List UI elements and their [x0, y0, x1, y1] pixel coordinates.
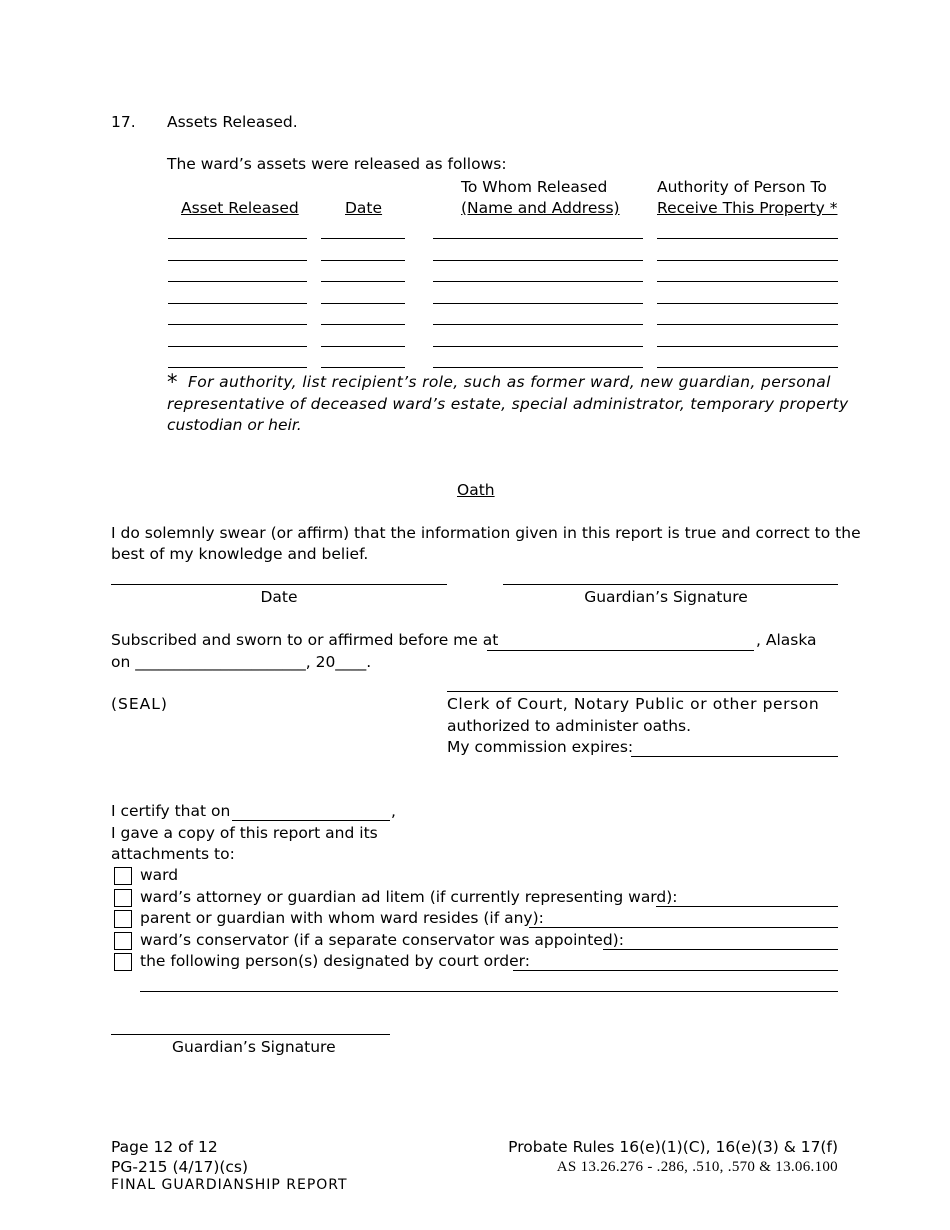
- section-title: Assets Released.: [167, 113, 298, 131]
- asset-row-2-asset-field[interactable]: [168, 260, 307, 261]
- asset-row-2-to-whom-field[interactable]: [433, 260, 643, 261]
- option-attorney-label: ward’s attorney or guardian ad litem (if currently representing ward):: [140, 888, 678, 906]
- asset-row-7-authority-field[interactable]: [657, 367, 838, 368]
- oath-signature-label: Guardian’s Signature: [584, 588, 748, 606]
- asset-row-4-authority-field[interactable]: [657, 303, 838, 304]
- conservator-name-field[interactable]: [603, 949, 838, 950]
- option-parent-label: parent or guardian with whom ward resides (if any):: [140, 909, 544, 927]
- asset-row-2-authority-field[interactable]: [657, 260, 838, 261]
- asset-row-5-date-field[interactable]: [321, 324, 405, 325]
- certify-line-2: I gave a copy of this report and its: [111, 824, 378, 842]
- column-header-asset: Asset Released: [181, 199, 299, 217]
- column-header-to-whom-line1: To Whom Released: [461, 178, 608, 196]
- clerk-label-line-1: Clerk of Court, Notary Public or other person: [447, 695, 820, 713]
- clerk-label-line-2: authorized to administer oaths.: [447, 717, 692, 735]
- asset-row-3-authority-field[interactable]: [657, 281, 838, 282]
- asset-row-5-asset-field[interactable]: [168, 324, 307, 325]
- footnote-star: *: [167, 370, 178, 394]
- asset-row-1-authority-field[interactable]: [657, 238, 838, 239]
- oath-signature-field[interactable]: [503, 584, 838, 585]
- asset-row-6-asset-field[interactable]: [168, 346, 307, 347]
- footer-form-number: PG-215 (4/17)(cs): [111, 1158, 249, 1176]
- asset-row-4-date-field[interactable]: [321, 303, 405, 304]
- asset-row-1-date-field[interactable]: [321, 238, 405, 239]
- asset-row-3-to-whom-field[interactable]: [433, 281, 643, 282]
- checkbox-attorney[interactable]: [114, 889, 132, 907]
- footer-page-number: Page 12 of 12: [111, 1138, 218, 1156]
- asset-row-6-date-field[interactable]: [321, 346, 405, 347]
- alaska-text: , Alaska: [756, 631, 817, 649]
- oath-text-line-1: I do solemnly swear (or affirm) that the information given in this report is true and correct to the: [111, 524, 861, 542]
- checkbox-conservator[interactable]: [114, 932, 132, 950]
- asset-row-6-authority-field[interactable]: [657, 346, 838, 347]
- oath-text-line-2: best of my knowledge and belief.: [111, 545, 369, 563]
- column-header-authority-line1: Authority of Person To: [657, 178, 827, 196]
- checkbox-designated[interactable]: [114, 953, 132, 971]
- sworn-date-line: on ______________________, 20____.: [111, 653, 372, 671]
- section-number: 17.: [111, 113, 136, 131]
- certify-comma: ,: [391, 802, 396, 820]
- checkbox-ward[interactable]: [114, 867, 132, 885]
- oath-date-label: Date: [260, 588, 298, 606]
- clerk-signature-field[interactable]: [447, 691, 838, 692]
- asset-row-7-to-whom-field[interactable]: [433, 367, 643, 368]
- oath-heading: Oath: [457, 481, 495, 499]
- checkbox-parent[interactable]: [114, 910, 132, 928]
- asset-row-7-asset-field[interactable]: [168, 367, 307, 368]
- commission-expires-field[interactable]: [631, 756, 838, 757]
- footnote-line-2: representative of deceased ward’s estate, special administrator, temporary property: [167, 395, 849, 413]
- designated-persons-field[interactable]: [513, 970, 838, 971]
- asset-row-4-asset-field[interactable]: [168, 303, 307, 304]
- column-header-authority-line2: Receive This Property *: [657, 199, 838, 217]
- column-header-to-whom-line2: (Name and Address): [461, 199, 620, 217]
- guardian-signature-label: Guardian’s Signature: [172, 1038, 336, 1056]
- certify-line-1: I certify that on: [111, 802, 231, 820]
- certify-line-3: attachments to:: [111, 845, 235, 863]
- asset-row-3-date-field[interactable]: [321, 281, 405, 282]
- guardian-signature-field[interactable]: [111, 1034, 390, 1035]
- option-ward-label: ward: [140, 866, 179, 884]
- commission-label: My commission expires:: [447, 738, 634, 756]
- certify-date-field[interactable]: [232, 820, 390, 821]
- footnote-line-1: For authority, list recipient’s role, such as former ward, new guardian, personal: [188, 373, 831, 391]
- asset-row-7-date-field[interactable]: [321, 367, 405, 368]
- asset-row-5-to-whom-field[interactable]: [433, 324, 643, 325]
- asset-row-5-authority-field[interactable]: [657, 324, 838, 325]
- asset-row-2-date-field[interactable]: [321, 260, 405, 261]
- footer-statutes: AS 13.26.276 - .286, .510, .570 & 13.06.100: [556, 1159, 838, 1175]
- asset-row-1-to-whom-field[interactable]: [433, 238, 643, 239]
- option-conservator-label: ward’s conservator (if a separate conservator was appointed):: [140, 931, 624, 949]
- asset-row-1-asset-field[interactable]: [168, 238, 307, 239]
- seal-label: (SEAL): [111, 695, 168, 713]
- asset-row-6-to-whom-field[interactable]: [433, 346, 643, 347]
- section-intro: The ward’s assets were released as follows:: [167, 155, 507, 173]
- asset-row-3-asset-field[interactable]: [168, 281, 307, 282]
- parent-name-field[interactable]: [529, 927, 838, 928]
- attorney-name-field[interactable]: [656, 906, 838, 907]
- footer-probate-rules: Probate Rules 16(e)(1)(C), 16(e)(3) & 17(f): [508, 1138, 838, 1156]
- footnote-line-3: custodian or heir.: [167, 416, 302, 434]
- oath-date-field[interactable]: [111, 584, 447, 585]
- column-header-date: Date: [345, 199, 383, 217]
- designated-persons-field-continued[interactable]: [140, 991, 838, 992]
- asset-row-4-to-whom-field[interactable]: [433, 303, 643, 304]
- subscribed-location-field[interactable]: [487, 650, 754, 651]
- option-designated-label: the following person(s) designated by court order:: [140, 952, 530, 970]
- subscribed-text: Subscribed and sworn to or affirmed before me at: [111, 631, 499, 649]
- footer-form-title: FINAL GUARDIANSHIP REPORT: [111, 1177, 348, 1193]
